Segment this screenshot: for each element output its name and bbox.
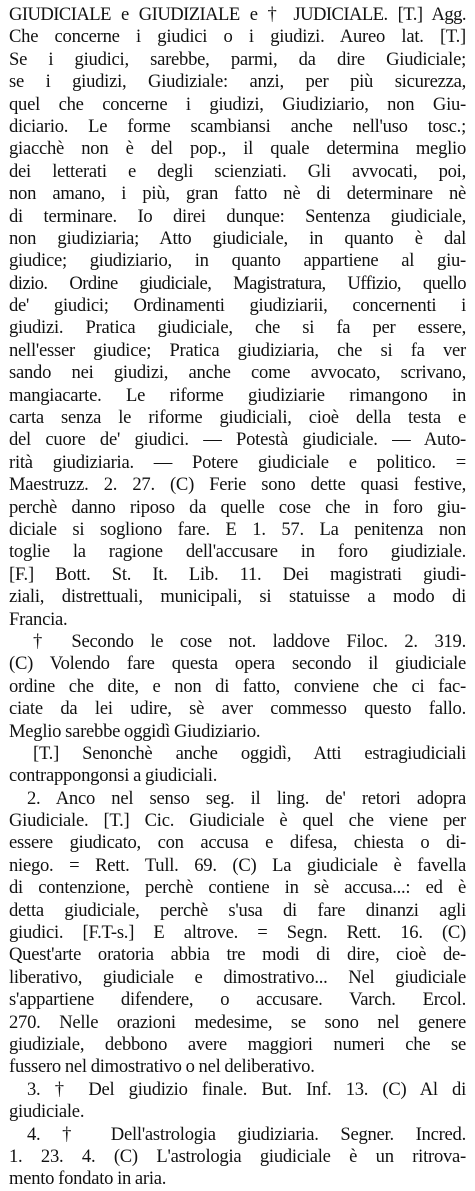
entry-line: niego. = Rett. Tull. 69. (C) La giudiciale è favella (9, 854, 466, 876)
entry-line: mento fondato in aria. (9, 1168, 167, 1190)
entry-line: Francia. (9, 608, 68, 630)
entry-line: giudiciale. (9, 1101, 85, 1123)
entry-line: Che concerne i giudici o i giudizi. Aureo lat. [T.] (9, 26, 466, 48)
entry-line: Giudiciale. [T.] Cic. Giudiciale è quel che viene per (9, 810, 466, 832)
entry-line: carta senza le riforme giudiciali, cioè della testa e (9, 407, 466, 429)
entry-line: diciale si sogliono fare. E 1. 57. La penitenza non (9, 518, 466, 540)
entry-line: dizio. Ordine giudiciale, Magistratura, Uffizio, quello (9, 272, 466, 294)
entry-line: [T.] Senonchè anche oggidì, Atti estragiudiciali (33, 742, 466, 764)
entry-line: giudice; giudiziario, in quanto appartiene al giu- (9, 250, 466, 272)
entry-line: non amano, i più, gran fatto nè di determinare nè (9, 183, 466, 205)
entry-line: ziali, distrettuali, municipali, si statuisse a modo di (9, 586, 466, 608)
entry-line: de' giudici; Ordinamenti giudiziarii, concernenti i (9, 295, 466, 317)
entry-line: 2. Anco nel senso seg. il ling. de' retori adopra (27, 787, 466, 809)
entry-line: perchè danno riposo da quelle cose che in foro giu- (9, 496, 466, 518)
entry-line: quel che concerne i giudizi, Giudiziario, non Giu- (9, 93, 466, 115)
entry-line: di terminare. Io direi dunque: Sentenza giudiciale, (9, 205, 466, 227)
entry-line: s'appartiene difendere, o accusare. Varch. Ercol. (9, 989, 466, 1011)
entry-line: Quest'arte oratoria abbia tre modi di dire, cioè de- (9, 944, 466, 966)
entry-line: nell'esser giudice; Pratica giudiziaria, che si fa ver (9, 339, 466, 361)
entry-line: giudizi. Pratica giudiciale, che si fa per essere, (9, 317, 466, 339)
entry-line: essere giudicato, con accusa e difesa, chiesta o di- (9, 832, 466, 854)
entry-line: mangiacarte. Le riforme giudiziarie rimangono in (9, 384, 466, 406)
entry-line: Se i giudici, sarebbe, parmi, da dire Giudiciale; (9, 48, 466, 70)
entry-line: giudiziale, debbono avere maggiori numeri che se (9, 1033, 466, 1055)
entry-line: 270. Nelle orazioni medesime, se sono nel genere (9, 1011, 466, 1033)
entry-line: del cuore de' giudici. — Potestà giudiciale. — Auto- (9, 429, 466, 451)
entry-line: ordine che dite, e non di fatto, conviene che ci fac- (9, 675, 466, 697)
entry-line: se i giudizi, Giudiziale: anzi, per più sicurezza, (9, 71, 466, 93)
entry-line: rità giudiziaria. — Potere giudiciale e politico. = (9, 451, 466, 473)
entry-headword-line: GIUDICIALE e GIUDIZIALE e † JUDICIALE. [T.] Agg. (9, 4, 466, 25)
entry-line: dei letterati e degli scienziati. Gli avvocati, poi, (9, 160, 466, 182)
entry-line: giacchè non è del pop., il quale determina meglio (9, 138, 466, 160)
entry-line: giudici. [F.T-s.] E altrove. = Segn. Rett. 16. (C) (9, 922, 466, 944)
entry-line: (C) Volendo fare questa opera secondo il giudiciale (9, 653, 466, 675)
entry-line: 4. † Dell'astrologia giudiziaria. Segner. Incred. (27, 1123, 466, 1145)
entry-line: Meglio sarebbe oggidì Giudiziario. (9, 720, 261, 742)
entry-line: non giudiziaria; Atto giudiciale, in quanto è dal (9, 227, 466, 249)
entry-line: 3. † Del giudizio finale. But. Inf. 13. (C) Al di (27, 1078, 466, 1100)
entry-line: ciate da lei udire, sè aver commesso questo fallo. (9, 698, 466, 720)
entry-line: di contenzione, perchè contiene in sè accusa...: ed è (9, 877, 466, 899)
entry-line: sando nei giudizi, anche come avvocato, scrivano, (9, 362, 466, 384)
entry-line: toglie la ragione dell'accusare in foro giudiziale. (9, 541, 466, 563)
entry-line: 1. 23. 4. (C) L'astrologia giudiciale è un ritrova- (9, 1145, 466, 1167)
entry-line: † Secondo le cose not. laddove Filoc. 2. 319. (33, 630, 466, 652)
entry-line: detta giudiciale, perchè s'usa di fare dinanzi agli (9, 899, 466, 921)
entry-line: fussero nel dimostrativo o nel deliberativo. (9, 1056, 315, 1078)
entry-line: diciario. Le forme scambiansi anche nell'uso tosc.; (9, 115, 466, 137)
entry-line: Maestruzz. 2. 27. (C) Ferie sono dette quasi festive, (9, 474, 466, 496)
entry-line: [F.] Bott. St. It. Lib. 11. Dei magistrati giudi- (9, 563, 466, 585)
entry-line: liberativo, giudiciale e dimostrativo... Nel giudiciale (9, 966, 466, 988)
entry-line: contrappongonsi a giudiciali. (9, 765, 218, 787)
